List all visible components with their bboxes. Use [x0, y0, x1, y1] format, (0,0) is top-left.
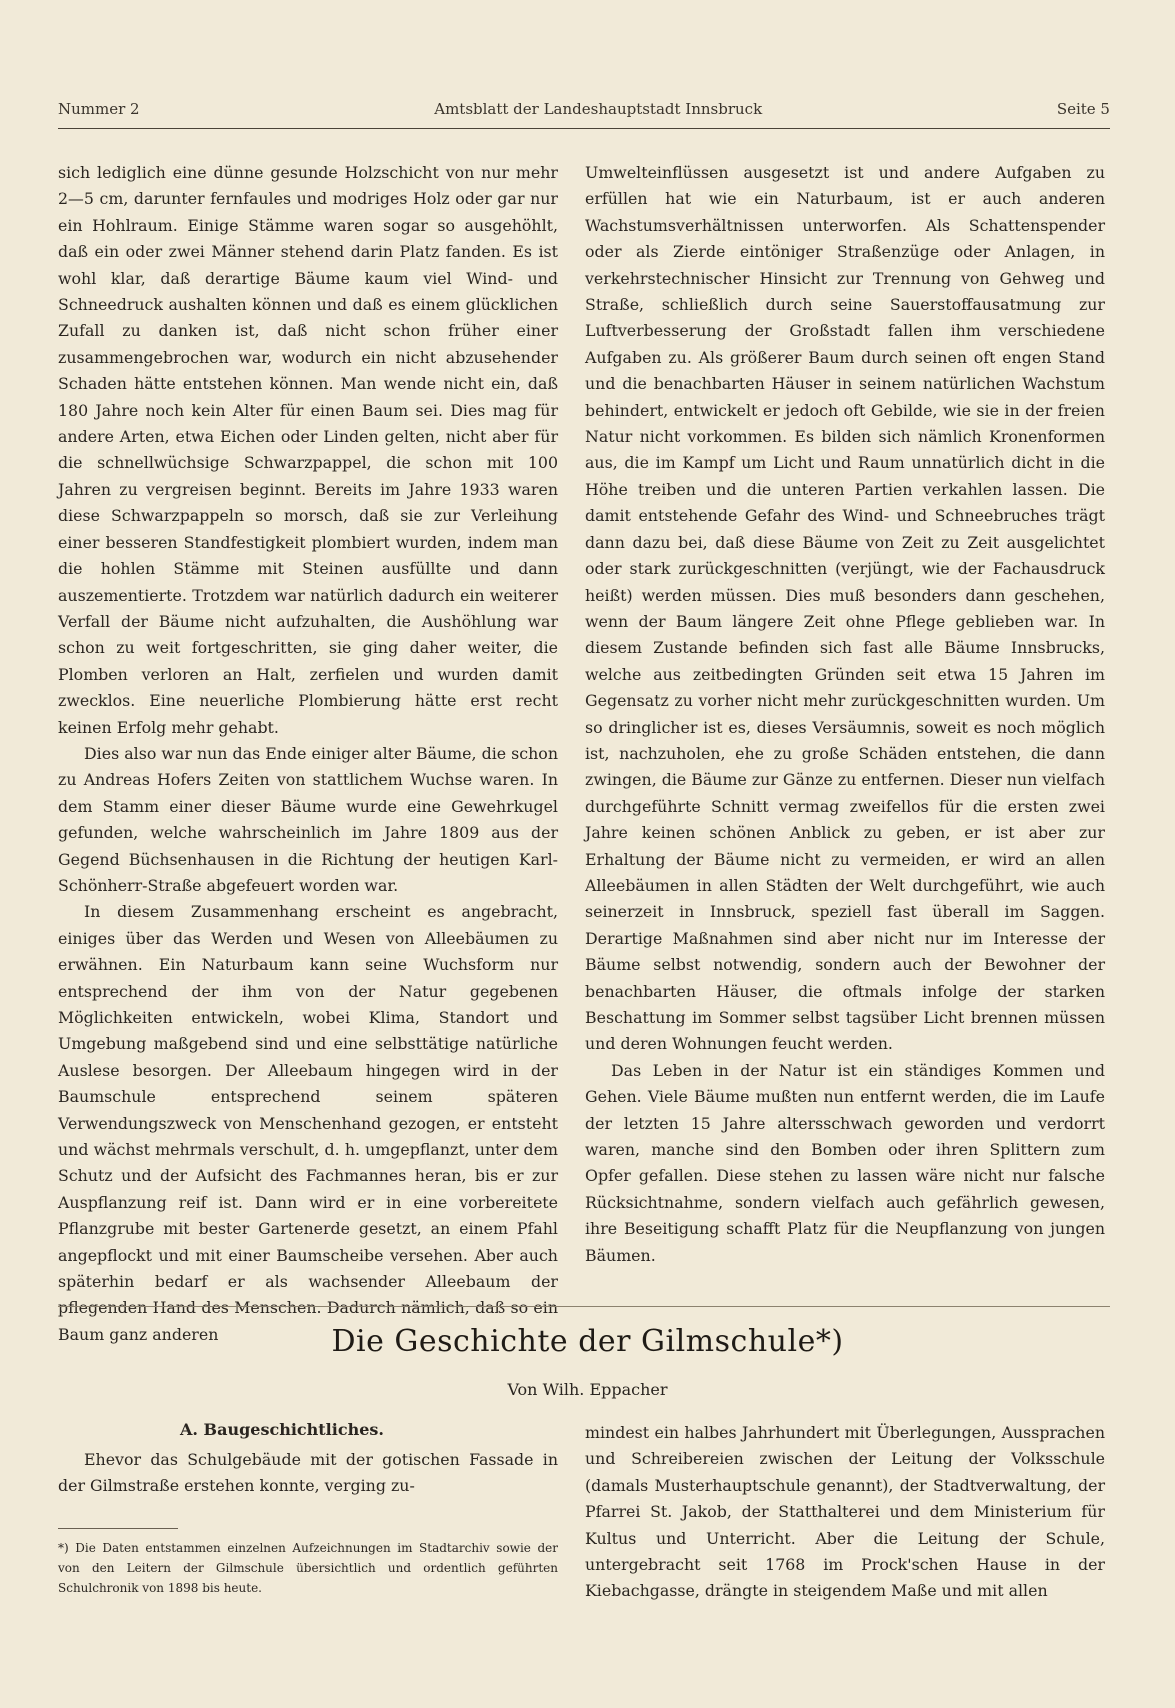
- footnote-rule: [58, 1528, 178, 1529]
- article2-right-column: [585, 1420, 1105, 1605]
- paragraph: mindest ein halbes Jahrhundert mit Überlegungen, Aussprachen und Schreibereien zwischen der Leitung der Volksschule (damals Musterhauptschule genannt), der Stadtverwaltung, der Pfarrei St. Jakob, der Statthalterei und dem Ministerium für Kultus und Unterricht. Aber die Leitung der Schule, untergebracht seit 1768 im Prock'schen Hause in der Kiebachgasse, drängte in steigendem Maße und mit allen: [585, 1423, 1105, 1601]
- article2-left-column: [58, 1447, 558, 1500]
- page-number: Seite 5: [1056, 100, 1110, 118]
- paragraph: sich lediglich eine dünne gesunde Holzschicht von nur mehr 2—5 cm, darunter fernfaules und modriges Holz oder gar nur ein Hohlraum. Einige Stämme waren sogar so ausgehöhlt, daß ein oder zwei Männer stehend darin Platz fanden. Es ist wohl klar, daß derartige Bäume kaum viel Wind- und Schneedruck aushalten können und daß es einem glücklichen Zufall zu danken ist, daß nicht schon früher einer zusammengebrochen war, wodurch ein nicht abzusehender Schaden hätte entstehen können. Man wende nicht ein, daß 180 Jahre noch kein Alter für einen Baum sei. Dies mag für andere Arten, etwa Eichen oder Linden gelten, nicht aber für die schnellwüchsige Schwarzpappel, die schon mit 100 Jahren zu vergreisen beginnt. Bereits im Jahre 1933 waren diese Schwarzpappeln so morsch, daß sie zur Verleihung einer besseren Standfestigkeit plombiert wurden, indem man die hohlen Stämme mit Steinen ausfüllte und dann auszementierte. Trotzdem war natürlich dadurch ein weiterer Verfall der Bäume nicht aufzuhalten, die Aushöhlung war schon zu weit fortgeschritten, sie ging daher weiter, die Plomben verloren an Halt, zerfielen und wurden damit zwecklos. Eine neuerliche Plombierung hätte erst recht keinen Erfolg mehr gehabt.: [58, 163, 558, 737]
- footnote: *) Die Daten entstammen einzelnen Aufzeichnungen im Stadtarchiv sowie der von den Leitern der Gilmschule übersichtlich und ordentlich geführten Schulchronik von 1898 bis heute.: [58, 1541, 558, 1595]
- paragraph: Ehevor das Schulgebäude mit der gotischen Fassade in der Gilmstraße erstehen konnte, verging zu-: [58, 1450, 558, 1496]
- article-title: Die Geschichte der Gilmschule*): [331, 1324, 844, 1359]
- article-right-column: [585, 160, 1105, 1269]
- article-left-column: [58, 160, 558, 1348]
- section-divider: [58, 1306, 1110, 1307]
- paragraph: Dies also war nun das Ende einiger alter Bäume, die schon zu Andreas Hofers Zeiten von stattlichem Wuchse waren. In dem Stamm einer dieser Bäume wurde eine Gewehrkugel gefunden, welche wahrscheinlich im Jahre 1809 aus der Gegend Büchsenhausen in die Richtung der heutigen Karl-Schönherr-Straße abgefeuert worden war.: [58, 743, 558, 895]
- paragraph: Das Leben in der Natur ist ein ständiges Kommen und Gehen. Viele Bäume mußten nun entfernt werden, die im Laufe der letzten 15 Jahre altersschwach geworden und verdorrt waren, manche sind den Bomben oder ihren Splittern zum Opfer gefallen. Diese stehen zu lassen wäre nicht nur falsche Rücksichtnahme, sondern vielfach auch gefährlich gewesen, ihre Beseitigung schafft Platz für die Neupflanzung von jungen Bäumen.: [585, 1060, 1105, 1265]
- article-author: Von Wilh. Eppacher: [507, 1380, 668, 1399]
- publication-title: Amtsblatt der Landeshauptstadt Innsbruck: [434, 100, 763, 118]
- paragraph: In diesem Zusammenhang erscheint es angebracht, einiges über das Werden und Wesen von Alleebäumen zu erwähnen. Ein Naturbaum kann seine Wuchsform nur entsprechend der ihm von der Natur gegebenen Möglichkeiten entwickeln, wobei Klima, Standort und Umgebung maßgebend sind und eine selbsttätige natürliche Auslese besorgen. Der Alleebaum hingegen wird in der Baumschule entsprechend seinem späteren Verwendungszweck von Menschenhand gezogen, er entsteht und wächst mehrmals verschult, d. h. umgepflanzt, unter dem Schutz und der Aufsicht des Fachmannes heran, bis er zur Auspflanzung reif ist. Dann wird er in eine vorbereitete Pflanzgrube mit bester Gartenerde gesetzt, an einem Pfahl angepflockt und mit einer Baumscheibe versehen. Aber auch späterhin bedarf er als wachsender Alleebaum der pflegenden Hand des Menschen. Dadurch nämlich, daß so ein Baum ganz anderen: [58, 902, 558, 1344]
- section-heading: A. Baugeschichtliches.: [180, 1420, 384, 1439]
- running-header: [58, 100, 1110, 118]
- header-rule: [58, 128, 1110, 129]
- issue-number: Nummer 2: [58, 100, 140, 118]
- paragraph: Umwelteinflüssen ausgesetzt ist und andere Aufgaben zu erfüllen hat wie ein Naturbaum, ist er auch anderen Wachstumsverhältnissen unterworfen. Als Schattenspender oder als Zierde eintöniger Straßenzüge oder Anlagen, in verkehrstechnischer Hinsicht zur Trennung von Gehweg und Straße, schließlich durch seine Sauerstoffausatmung zur Luftverbesserung der Großstadt fallen ihm verschiedene Aufgaben zu. Als größerer Baum durch seinen oft engen Stand und die benachbarten Häuser in seinem natürlichen Wachstum behindert, entwickelt er jedoch oft Gebilde, wie sie in der freien Natur nicht vorkommen. Es bilden sich nämlich Kronenformen aus, die im Kampf um Licht und Raum unnatürlich dicht in die Höhe treiben und die unteren Partien verkahlen lassen. Die damit entstehende Gefahr des Wind- und Schneebruches trägt dann dazu bei, daß diese Bäume von Zeit zu Zeit ausgelichtet oder stark zurückgeschnitten (verjüngt, wie der Fachausdruck heißt) werden müssen. Dies muß besonders dann geschehen, wenn der Baum längere Zeit ohne Pflege geblieben war. In diesem Zustande befinden sich fast alle Bäume Innsbrucks, welche aus zeitbedingten Gründen seit etwa 15 Jahren im Gegensatz zu vorher nicht mehr zurückgeschnitten wurden. Um so dringlicher ist es, dieses Versäumnis, soweit es noch möglich ist, nachzuholen, ehe zu große Schäden entstehen, die dann zwingen, die Bäume zur Gänze zu entfernen. Dieser nun vielfach durchgeführte Schnitt vermag zweifellos für die ersten zwei Jahre keinen schönen Anblick zu geben, er ist aber zur Erhaltung der Bäume nicht zu vermeiden, er wird an allen Alleebäumen in allen Städten der Welt durchgeführt, wie auch seinerzeit in Innsbruck, speziell fast überall im Saggen. Derartige Maßnahmen sind aber nicht nur im Interesse der Bäume selbst notwendig, sondern auch der Bewohner der benachbarten Häuser, die oftmals infolge der starken Beschattung im Sommer selbst tagsüber Licht brennen müssen und deren Wohnungen feucht werden.: [585, 163, 1105, 1054]
